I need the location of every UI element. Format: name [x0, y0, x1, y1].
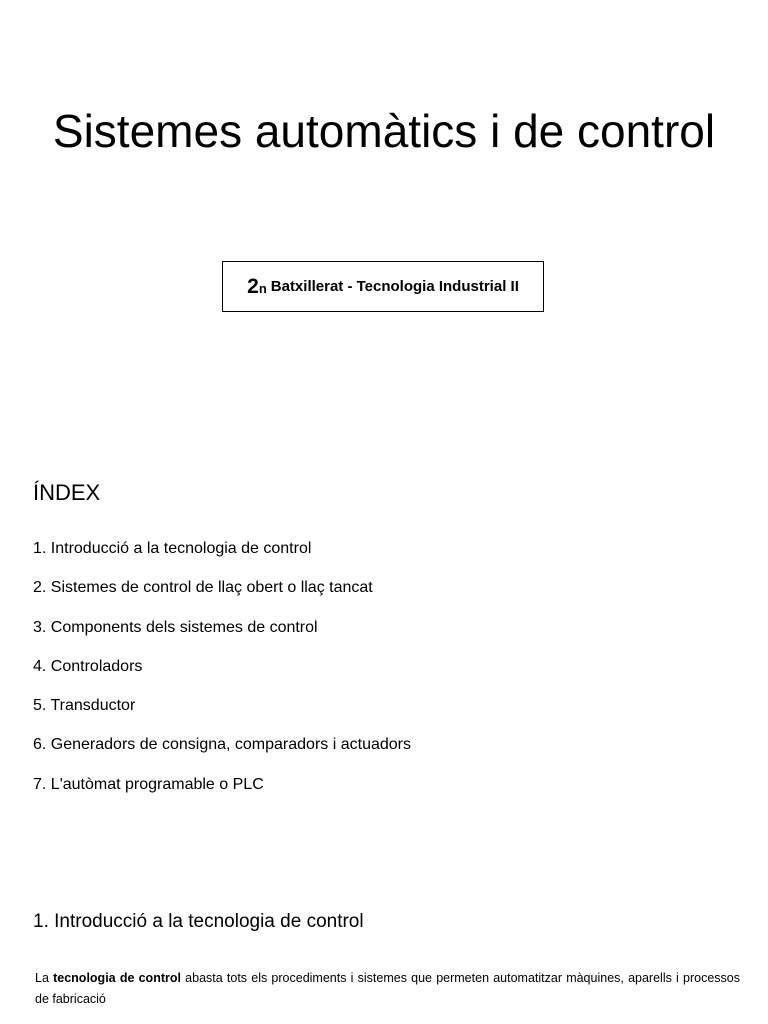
course-number-suffix: n: [258, 281, 267, 296]
index-item: 1. Introducció a la tecnologia de control: [33, 540, 312, 557]
paragraph-bold-term: tecnologia de control: [53, 971, 181, 985]
index-item: 3. Components dels sistemes de control: [33, 618, 318, 636]
index-item: 4. Controladors: [33, 657, 143, 675]
course-name: Batxillerat - Tecnologia Industrial II: [270, 278, 519, 295]
section-paragraph: [35, 968, 740, 1010]
course-subtitle-box: [222, 261, 544, 312]
index-heading: ÍNDEX: [33, 480, 101, 505]
paragraph-text-start: La: [35, 971, 54, 985]
section-heading: 1. Introducció a la tecnologia de control: [33, 911, 364, 932]
index-list: [33, 538, 411, 813]
index-item: 6. Generadors de consigna, comparadors i actuadors: [33, 736, 411, 754]
paragraph-text-end: abasta tots els procediments i sistemes que permeten automatitzar màquines, aparells i processos de fabricació: [35, 971, 740, 1006]
index-item: 5. Transductor: [33, 697, 136, 715]
index-item: 7. L'autòmat programable o PLC: [33, 775, 264, 793]
index-item: 2. Sistemes de control de llaç obert o llaç tancat: [33, 579, 373, 597]
course-number: 2: [247, 274, 259, 298]
page-title: Sistemes automàtics i de control: [52, 105, 716, 157]
